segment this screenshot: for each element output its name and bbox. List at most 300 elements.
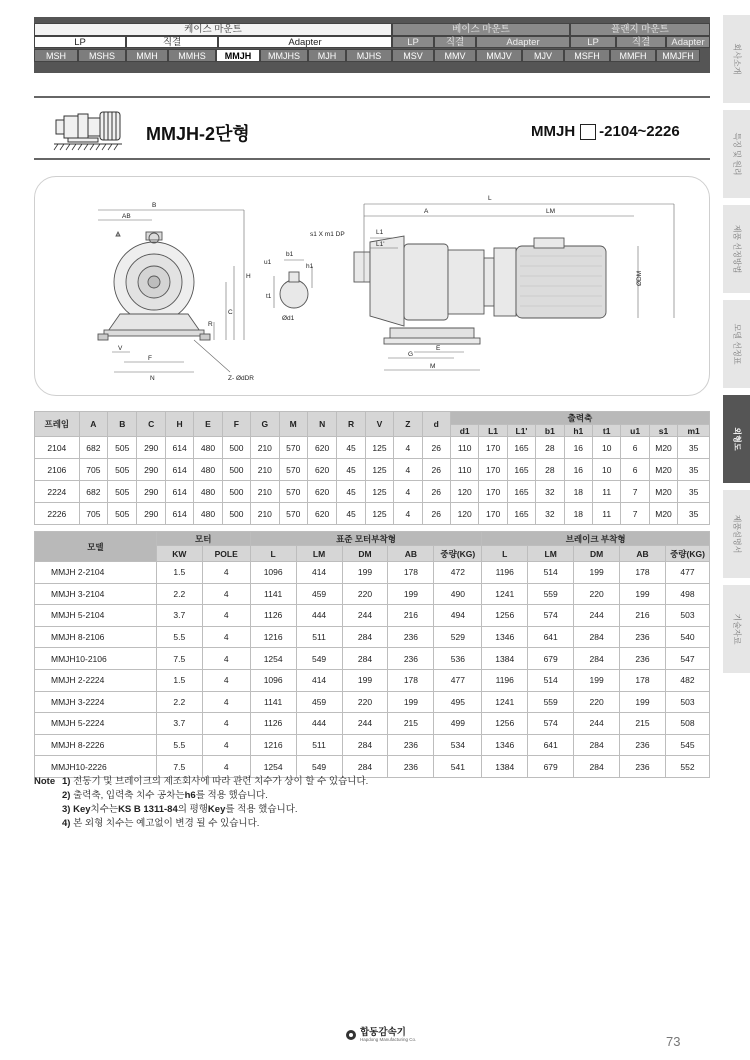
table-cell: 26 [422, 503, 450, 525]
table-row [35, 583, 710, 605]
table-cell: 284 [342, 734, 388, 756]
table-row [35, 562, 710, 584]
title-top-rule [34, 96, 710, 98]
table-cell: 244 [574, 605, 620, 627]
table-cell: 1346 [482, 734, 528, 756]
dim-label-l1-prime: L1' [376, 241, 385, 248]
table-cell: 11 [593, 481, 621, 503]
col-header-std-dm: DM [342, 546, 388, 562]
side-tab-label: 회사소개 [732, 43, 741, 75]
table-cell: 614 [165, 481, 193, 503]
nav-model-mshs[interactable]: MSHS [78, 49, 126, 62]
gear-logo-icon [345, 1029, 357, 1041]
table-cell: 4 [202, 713, 250, 735]
table-cell: 529 [434, 626, 482, 648]
table-cell: 199 [388, 583, 434, 605]
dim-label-m: M [430, 363, 436, 370]
table-cell: 620 [307, 503, 336, 525]
table-cell: 641 [528, 626, 574, 648]
table-cell: 26 [422, 459, 450, 481]
dim-label-a: A [424, 208, 429, 215]
nav-model-mmjh[interactable]: MMJH [216, 49, 260, 62]
note-1-number: 1) [62, 776, 71, 787]
side-tab-manual[interactable] [723, 490, 750, 579]
col-header-std-lm: LM [296, 546, 342, 562]
table-cell: 236 [388, 734, 434, 756]
table-cell: 236 [620, 648, 666, 670]
frame-table-body [35, 437, 710, 525]
dim-label-l1: L1 [376, 229, 384, 236]
table-cell: 4 [202, 562, 250, 584]
table-cell: 5.5 [156, 734, 202, 756]
nav-model-mjhs[interactable]: MJHS [346, 49, 392, 62]
table-cell: 7.5 [156, 648, 202, 670]
table-cell: 4 [394, 481, 422, 503]
col-header-m1: m1 [678, 425, 710, 437]
side-tab-label: 외형도 [732, 427, 741, 451]
table-row [35, 605, 710, 627]
nav-sub-adapter[interactable]: Adapter [218, 36, 392, 48]
table-cell: 559 [528, 691, 574, 713]
table-cell: 549 [296, 756, 342, 778]
table-cell: 503 [665, 605, 709, 627]
nav-model-mjv[interactable]: MJV [522, 49, 564, 62]
table-cell: 165 [507, 437, 535, 459]
table-cell: 505 [108, 481, 137, 503]
table-cell: 545 [665, 734, 709, 756]
col-header-brake-dm: DM [574, 546, 620, 562]
table-cell: 4 [202, 691, 250, 713]
table-cell: 35 [678, 437, 710, 459]
table-row [35, 713, 710, 735]
nav-model-mjh[interactable]: MJH [308, 49, 346, 62]
nav-sub-row [34, 36, 710, 48]
table-cell: 210 [251, 437, 279, 459]
table-cell: 570 [279, 437, 307, 459]
nav-sub-lp[interactable]: LP [34, 36, 126, 48]
table-cell: 45 [337, 437, 365, 459]
table-cell: 35 [678, 503, 710, 525]
table-cell: 236 [620, 734, 666, 756]
note-3-standard: KS B 1311-84 [118, 804, 178, 815]
col-header-brake-l: L [482, 546, 528, 562]
notes-section [34, 775, 368, 831]
table-cell: 1254 [250, 756, 296, 778]
dim-label-l: L [488, 195, 492, 202]
table-cell: 3.7 [156, 605, 202, 627]
table-cell: 547 [665, 648, 709, 670]
note-2-text-a: 출력축, 입력축 치수 공차는 [73, 790, 185, 801]
col-header-d1: d1 [450, 425, 478, 437]
side-tab-label: 제품설명서 [732, 514, 741, 554]
note-2-number: 2) [62, 790, 71, 801]
table-cell: 236 [388, 756, 434, 778]
table-cell: 236 [620, 756, 666, 778]
table-cell: 199 [620, 583, 666, 605]
table-cell: 2104 [35, 437, 80, 459]
table-cell: 11 [593, 503, 621, 525]
nav-sub-direct[interactable]: 직결 [434, 36, 476, 48]
col-header-std-weight: 중량(KG) [434, 546, 482, 562]
table-cell: 511 [296, 734, 342, 756]
col-header-brake-ab: AB [620, 546, 666, 562]
table-cell: 210 [251, 481, 279, 503]
table-cell: 472 [434, 562, 482, 584]
table-cell: 178 [620, 562, 666, 584]
table-cell: 1141 [250, 583, 296, 605]
table-cell: 570 [279, 503, 307, 525]
col-group-brake-motor: 브레이크 부착형 [482, 532, 710, 546]
side-tab-model-table[interactable] [723, 300, 750, 389]
side-tab-outline-drawing[interactable] [723, 395, 750, 484]
table-cell: 284 [342, 626, 388, 648]
dim-label-f: F [148, 355, 152, 362]
table-cell: 620 [307, 459, 336, 481]
table-cell: 220 [574, 691, 620, 713]
note-2 [34, 789, 368, 803]
table-cell: 170 [479, 437, 507, 459]
table-cell: 480 [194, 437, 222, 459]
nav-model-msfh[interactable]: MSFH [564, 49, 610, 62]
table-cell: 1254 [250, 648, 296, 670]
nav-sub-lp[interactable]: LP [570, 36, 616, 48]
dim-label-u1: u1 [264, 259, 272, 266]
table-row [35, 626, 710, 648]
col-header-h: H [165, 412, 193, 437]
col-header-l1: L1 [479, 425, 507, 437]
table-cell: 10 [593, 459, 621, 481]
table-cell: 1216 [250, 626, 296, 648]
dim-label-h1: h1 [306, 263, 314, 270]
table-cell: MMJH 2-2104 [35, 562, 157, 584]
table-cell: 35 [678, 459, 710, 481]
table-cell: 165 [507, 481, 535, 503]
table-cell: 4 [394, 437, 422, 459]
table-cell: 26 [422, 437, 450, 459]
table-cell: 536 [434, 648, 482, 670]
table-cell: 45 [337, 481, 365, 503]
side-tab-label: 특징 및 원리 [732, 132, 741, 176]
nav-group-flange-mount[interactable]: 플랜지 마운트 [570, 23, 710, 36]
table-row [35, 648, 710, 670]
table-cell: 210 [251, 459, 279, 481]
product-navigation [34, 17, 710, 73]
table-cell: 3.7 [156, 713, 202, 735]
col-header-h1: h1 [564, 425, 592, 437]
table-cell: 477 [665, 562, 709, 584]
dim-label-r: R [208, 321, 213, 328]
table-cell: 4 [394, 459, 422, 481]
table-cell: 477 [434, 669, 482, 691]
table-cell: 498 [665, 583, 709, 605]
table-cell: 244 [342, 713, 388, 735]
note-3-number: 3) [62, 804, 71, 815]
table-cell: 125 [365, 459, 393, 481]
side-tab-technical-data[interactable] [723, 585, 750, 674]
table-cell: 32 [536, 481, 564, 503]
note-3-text-f: 를 적용 했습니다. [225, 804, 298, 815]
frame-dimension-table [34, 411, 710, 525]
table-cell: 284 [342, 756, 388, 778]
table-cell: 1346 [482, 626, 528, 648]
title-bottom-rule [34, 158, 710, 160]
table-cell: 220 [342, 691, 388, 713]
nav-group-case-mount[interactable]: 케이스 마운트 [34, 23, 392, 36]
table-cell: M20 [649, 459, 677, 481]
nav-sub-adapter[interactable]: Adapter [476, 36, 570, 48]
table-cell: 1141 [250, 691, 296, 713]
table-cell: 220 [342, 583, 388, 605]
nav-sub-lp[interactable]: LP [392, 36, 434, 48]
table-cell: 705 [79, 503, 107, 525]
col-header-l1-prime: L1' [507, 425, 535, 437]
table-cell: 679 [528, 756, 574, 778]
nav-sub-direct[interactable]: 직결 [126, 36, 218, 48]
model-code [531, 123, 680, 140]
nav-sub-direct[interactable]: 직결 [616, 36, 666, 48]
table-cell: 459 [296, 583, 342, 605]
table-cell: MMJH 5-2224 [35, 713, 157, 735]
table-cell: 444 [296, 605, 342, 627]
dim-label-d1: Ød1 [282, 315, 295, 322]
table-cell: 216 [620, 605, 666, 627]
table-cell: 18 [564, 481, 592, 503]
table-cell: 32 [536, 503, 564, 525]
dim-label-lm: LM [546, 208, 556, 215]
dim-label-s1-m1-dp: s1 X m1 DP [310, 231, 345, 238]
table-cell: 125 [365, 481, 393, 503]
table-cell: 505 [108, 459, 137, 481]
table-cell: 480 [194, 481, 222, 503]
col-header-kw: KW [156, 546, 202, 562]
shaft-end-view [280, 272, 308, 308]
table-cell: 1.5 [156, 562, 202, 584]
table-cell: 480 [194, 503, 222, 525]
note-3 [34, 803, 368, 817]
table-cell: MMJH10-2106 [35, 648, 157, 670]
model-code-suffix: -2104~2226 [599, 123, 680, 140]
table-cell: 16 [564, 459, 592, 481]
nav-model-mmjhs[interactable]: MMJHS [260, 49, 308, 62]
table-cell: 514 [528, 562, 574, 584]
note-3-text-d: 의 평행 [177, 804, 208, 815]
table-cell: 1256 [482, 605, 528, 627]
table-cell: 2224 [35, 481, 80, 503]
table-cell: MMJH 3-2104 [35, 583, 157, 605]
table-cell: 414 [296, 669, 342, 691]
col-header-n: N [307, 412, 336, 437]
table-cell: M20 [649, 437, 677, 459]
table-cell: 165 [507, 459, 535, 481]
table-cell: 120 [450, 503, 478, 525]
dim-label-t1: t1 [266, 293, 272, 300]
table-cell: 170 [479, 503, 507, 525]
table-cell: 614 [165, 459, 193, 481]
note-4-number: 4) [62, 818, 71, 829]
dim-label-c: C [228, 309, 233, 316]
model-dimension-table [34, 531, 710, 778]
table-cell: 6 [621, 459, 649, 481]
table-cell: 490 [434, 583, 482, 605]
table-cell: 236 [388, 648, 434, 670]
table-cell: 199 [574, 669, 620, 691]
table-cell: 614 [165, 437, 193, 459]
table-cell: 482 [665, 669, 709, 691]
note-2-tolerance: h6 [184, 790, 196, 801]
table-cell: 244 [342, 605, 388, 627]
dim-label-b1: b1 [286, 251, 294, 258]
table-cell: 459 [296, 691, 342, 713]
side-tab-label: 모델 선정표 [732, 323, 741, 365]
table-cell: 236 [620, 626, 666, 648]
table-cell: 500 [222, 459, 250, 481]
note-3-key: Key [73, 804, 91, 815]
table-cell: MMJH 3-2224 [35, 691, 157, 713]
table-cell: 1384 [482, 648, 528, 670]
table-cell: 534 [434, 734, 482, 756]
reducer-icon [50, 106, 126, 152]
col-header-brake-weight: 중량(KG) [665, 546, 709, 562]
table-cell: 4 [202, 756, 250, 778]
nav-model-msv[interactable]: MSV [392, 49, 434, 62]
col-group-standard-motor: 표준 모터부착형 [250, 532, 482, 546]
table-cell: 1241 [482, 691, 528, 713]
company-name-en: Hapdong Manufacturing Co. [360, 1037, 417, 1042]
col-header-b: B [108, 412, 137, 437]
model-code-prefix: MMJH [531, 123, 576, 140]
table-cell: 505 [108, 437, 137, 459]
col-group-motor: 모터 [156, 532, 250, 546]
table-cell: 4 [202, 734, 250, 756]
col-header-c: C [137, 412, 165, 437]
table-cell: 4 [394, 503, 422, 525]
table-cell: 199 [342, 669, 388, 691]
nav-sub-adapter[interactable]: Adapter [666, 36, 710, 48]
table-cell: 620 [307, 437, 336, 459]
table-cell: 499 [434, 713, 482, 735]
table-cell: 511 [296, 626, 342, 648]
table-cell: 480 [194, 459, 222, 481]
nav-group-base-mount[interactable]: 베이스 마운트 [392, 23, 570, 36]
table-cell: 28 [536, 437, 564, 459]
note-1 [34, 775, 368, 789]
table-cell: 244 [574, 713, 620, 735]
nav-model-mmjfh[interactable]: MMJFH [656, 49, 700, 62]
side-tab-company[interactable] [723, 15, 750, 104]
table-cell: 45 [337, 503, 365, 525]
table-cell: 4 [202, 583, 250, 605]
model-table-body [35, 562, 710, 778]
col-header-m: M [279, 412, 307, 437]
side-view [354, 236, 606, 344]
table-cell: 178 [620, 669, 666, 691]
table-cell: 495 [434, 691, 482, 713]
dim-label-n: N [150, 375, 155, 382]
side-tab-selection-method[interactable] [723, 205, 750, 294]
col-header-d: d [422, 412, 450, 437]
table-cell: 570 [279, 459, 307, 481]
table-cell: 290 [137, 481, 165, 503]
table-cell: 614 [165, 503, 193, 525]
nav-model-row [34, 49, 700, 62]
table-cell: 494 [434, 605, 482, 627]
table-cell: 1096 [250, 669, 296, 691]
company-name: 합동감속기 [360, 1027, 406, 1038]
table-cell: 7 [621, 503, 649, 525]
table-cell: 574 [528, 605, 574, 627]
table-cell: MMJH 2-2224 [35, 669, 157, 691]
table-cell: 125 [365, 503, 393, 525]
table-cell: 1241 [482, 583, 528, 605]
table-cell: 125 [365, 437, 393, 459]
table-cell: 5.5 [156, 626, 202, 648]
table-cell: 178 [388, 669, 434, 691]
side-tab-label: 제품 선정방법 [732, 224, 741, 274]
dim-label-z-ddr: Z- ØdDR [228, 375, 254, 382]
nav-model-mmv[interactable]: MMV [434, 49, 476, 62]
table-cell: 1384 [482, 756, 528, 778]
page-title: MMJH-2단형 [146, 124, 250, 144]
dim-label-b: B [152, 202, 157, 209]
col-header-v: V [365, 412, 393, 437]
table-row [35, 734, 710, 756]
table-cell: 1096 [250, 562, 296, 584]
table-cell: 215 [388, 713, 434, 735]
table-cell: 210 [251, 503, 279, 525]
col-header-std-l: L [250, 546, 296, 562]
table-cell: 284 [574, 626, 620, 648]
table-cell: 2.2 [156, 691, 202, 713]
nav-model-mmh[interactable]: MMH [126, 49, 168, 62]
note-4 [34, 817, 368, 831]
outline-drawing [34, 176, 710, 396]
col-header-brake-lm: LM [528, 546, 574, 562]
table-cell: MMJH 5-2104 [35, 605, 157, 627]
dim-label-h: H [246, 273, 251, 280]
nav-model-mmhs[interactable]: MMHS [168, 49, 216, 62]
table-row [35, 437, 710, 459]
table-cell: 284 [574, 648, 620, 670]
table-cell: 4 [202, 605, 250, 627]
side-tab-features[interactable] [723, 110, 750, 199]
table-row [35, 691, 710, 713]
table-cell: 26 [422, 481, 450, 503]
nav-model-mmjv[interactable]: MMJV [476, 49, 522, 62]
dim-label-g: G [408, 351, 414, 358]
col-header-u1: u1 [621, 425, 649, 437]
table-cell: 414 [296, 562, 342, 584]
col-header-std-ab: AB [388, 546, 434, 562]
table-cell: 284 [574, 756, 620, 778]
table-cell: MMJH10-2226 [35, 756, 157, 778]
table-cell: 220 [574, 583, 620, 605]
table-cell: 4 [202, 648, 250, 670]
table-cell: 1196 [482, 562, 528, 584]
table-cell: 1196 [482, 669, 528, 691]
table-row [35, 459, 710, 481]
table-cell: 559 [528, 583, 574, 605]
table-cell: 35 [678, 481, 710, 503]
table-cell: 2226 [35, 503, 80, 525]
front-view [98, 232, 210, 340]
nav-model-mmfh[interactable]: MMFH [610, 49, 656, 62]
table-cell: 170 [479, 481, 507, 503]
table-cell: 45 [337, 459, 365, 481]
nav-model-msh[interactable]: MSH [34, 49, 78, 62]
note-2-text-c: 를 적용 했습니다. [195, 790, 268, 801]
note-1-text: 전동기 및 브레이크의 제조회사에 따라 관련 치수가 상이 할 수 있습니다. [73, 776, 369, 787]
table-cell: MMJH 8-2226 [35, 734, 157, 756]
